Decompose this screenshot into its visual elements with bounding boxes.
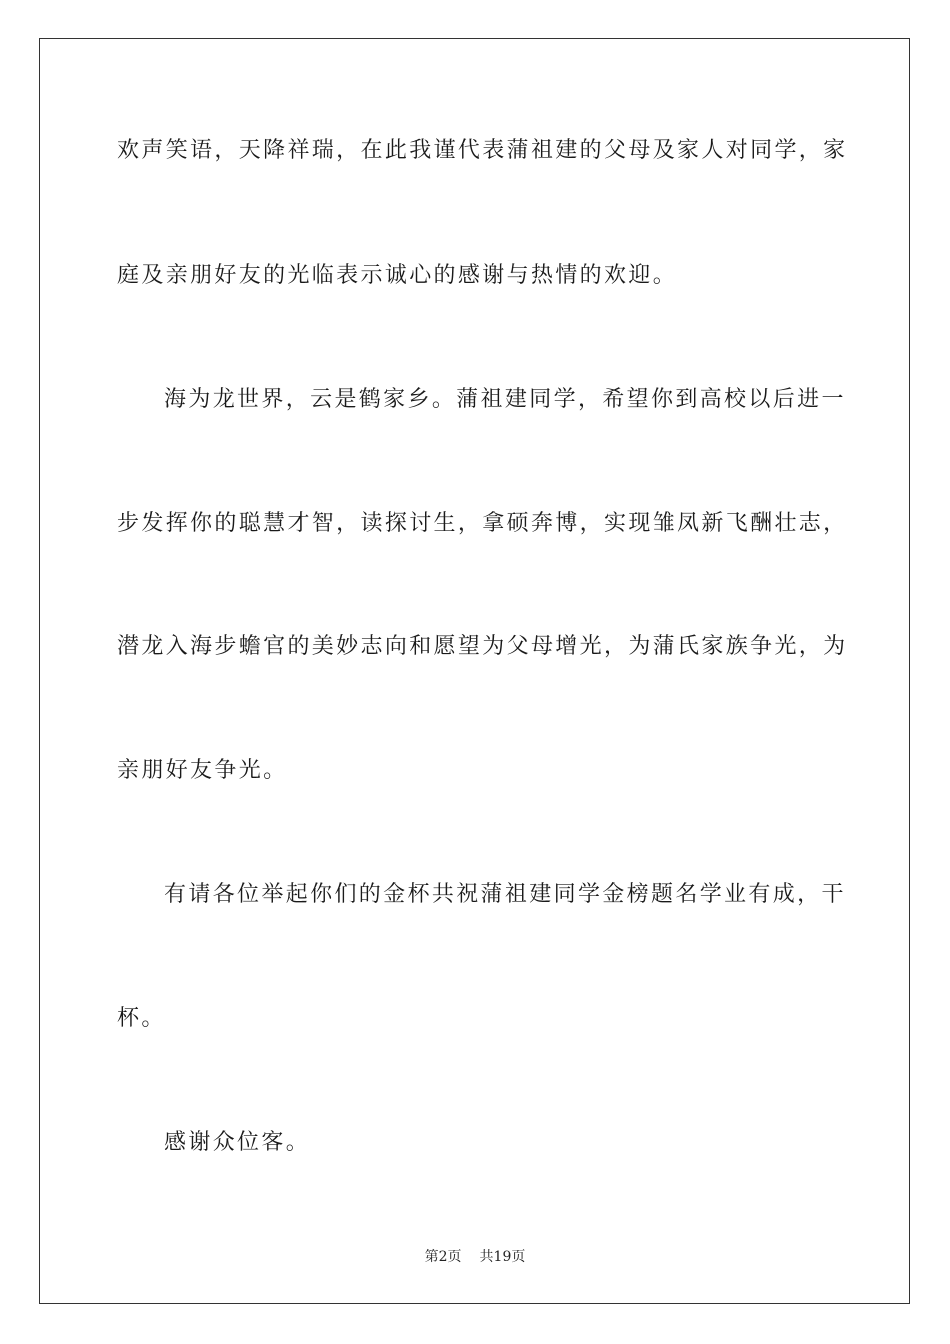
paragraph-line: 庭及亲朋好友的光临表示诚心的感谢与热情的欢迎。 (117, 263, 678, 288)
paragraph-line: 亲朋好友争光。 (117, 758, 288, 783)
page-number: 第2页 (424, 1249, 462, 1265)
page-footer (0, 1247, 950, 1267)
paragraph-line: 杯。 (117, 1006, 166, 1031)
paragraph-line: 潜龙入海步蟾官的美妙志向和愿望为父母增光，为蒲氏家族争光，为 (117, 634, 848, 659)
paragraph-line: 步发挥你的聪慧才智，读探讨生，拿硕奔博，实现雏凤新飞酬壮志， (117, 511, 848, 536)
page-border (39, 38, 910, 1304)
paragraph-line: 有请各位举起你们的金杯共祝蒲祖建同学金榜题名学业有成，干 (164, 882, 846, 907)
paragraph-line: 感谢众位客。 (164, 1130, 311, 1155)
paragraph-line: 欢声笑语，天降祥瑞，在此我谨代表蒲祖建的父母及家人对同学，家 (117, 138, 848, 163)
page-total: 共19页 (479, 1249, 526, 1265)
paragraph-line: 海为龙世界，云是鹤家乡。蒲祖建同学，希望你到高校以后进一 (164, 387, 846, 412)
